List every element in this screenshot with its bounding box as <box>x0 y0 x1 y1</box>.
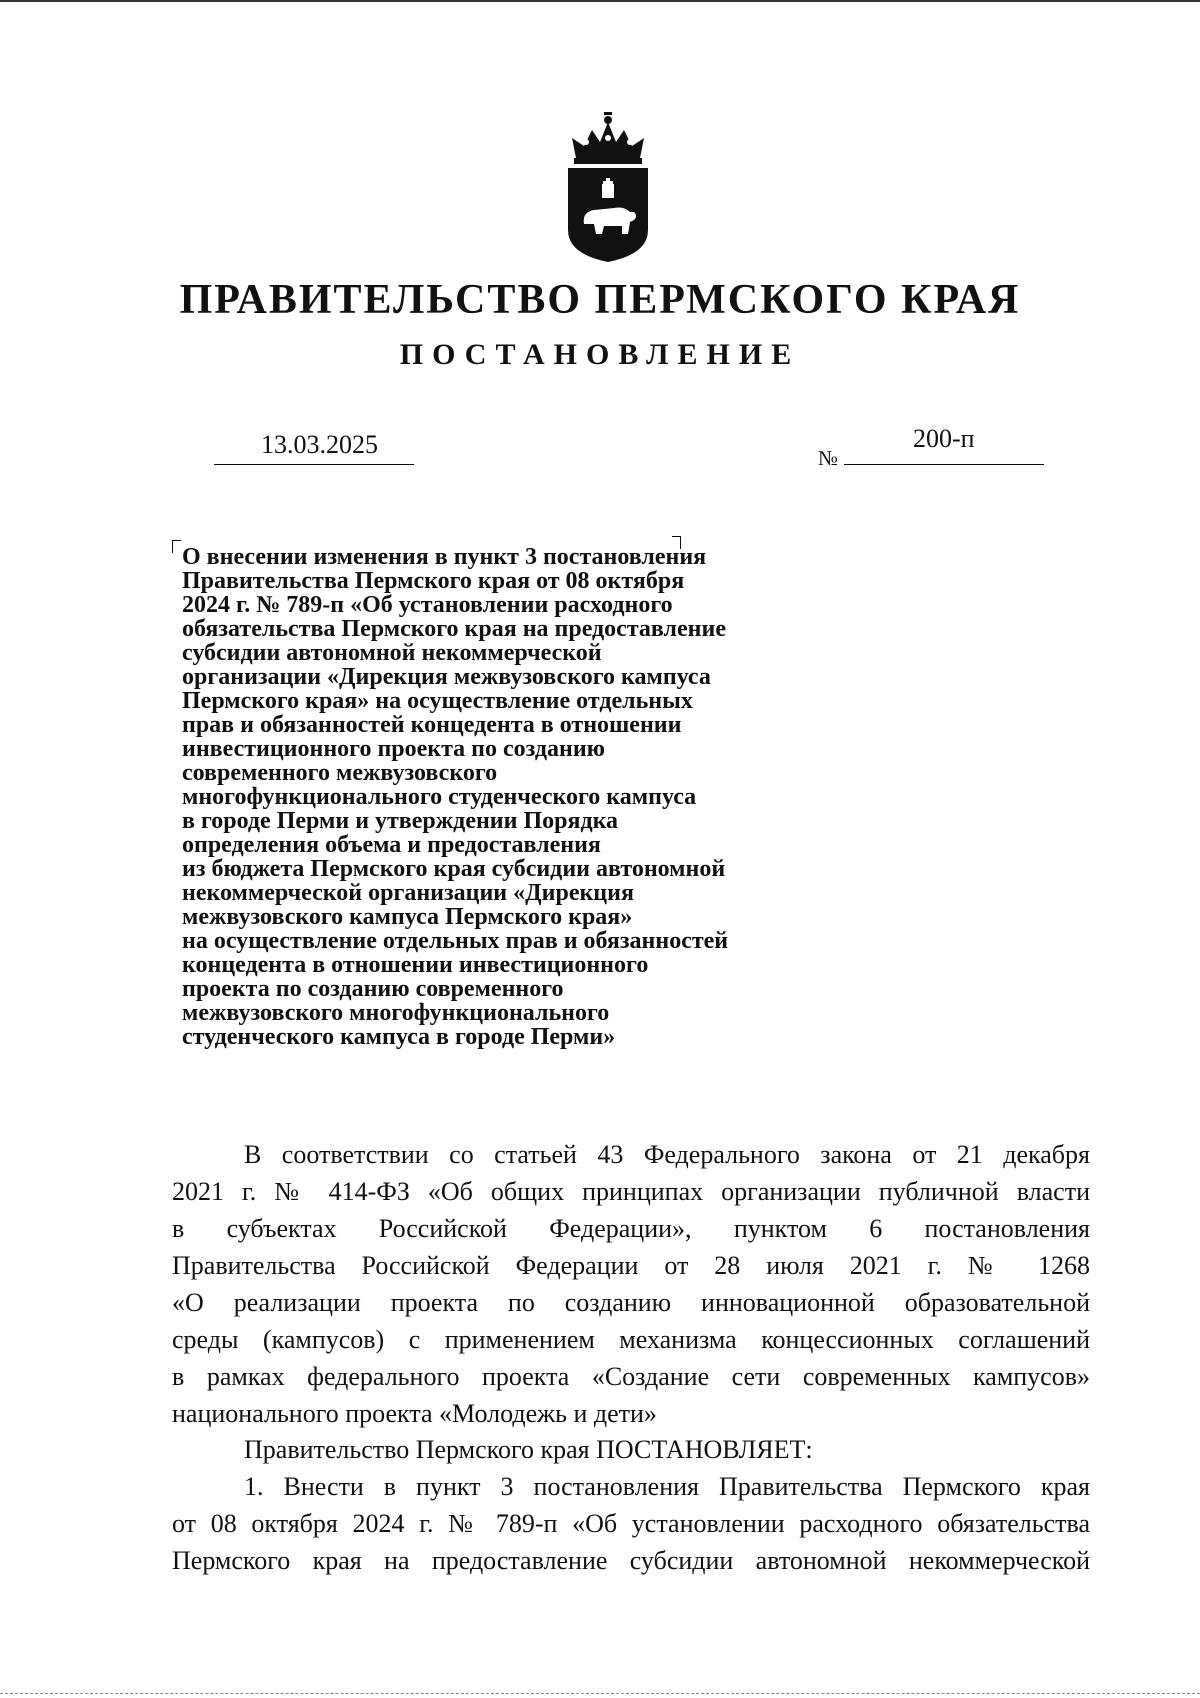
subject-line: в городе Перми и утверждении Порядка <box>182 808 619 834</box>
subject-line: инвестиционного проекта по созданию <box>182 736 606 762</box>
resolves-paragraph: Правительство Пермского края ПОСТАНОВЛЯЕТ: <box>244 1435 813 1464</box>
preamble-line: в субъектах Российской Федерации», пунктом 6 постановления <box>172 1214 1090 1243</box>
subject-line: межвузовского многофункционального <box>182 1000 610 1026</box>
preamble-paragraph <box>172 1136 1090 1432</box>
subject-line: 2024 г. № 789-п «Об установлении расходного <box>182 592 673 618</box>
subject-corner-mark-left <box>172 540 181 553</box>
preamble-line: в рамках федерального проекта «Создание сети современных кампусов» <box>172 1362 1090 1391</box>
preamble-line: В соответствии со статьей 43 Федерального закона от 21 декабря <box>244 1140 1090 1169</box>
preamble-line: Правительства Российской Федерации от 28 июля 2021 г. № 1268 <box>172 1251 1090 1280</box>
number-sign: № <box>818 446 839 470</box>
page-bottom-edge <box>0 1693 1200 1695</box>
subject-line: организации «Дирекция межвузовского кампуса <box>182 664 711 690</box>
preamble-line: национального проекта «Молодежь и дети» <box>172 1399 657 1428</box>
date-underline <box>214 464 414 465</box>
subject-line: Правительства Пермского края от 08 октября <box>182 568 685 594</box>
subject-line: прав и обязанностей концедента в отношении <box>182 712 682 738</box>
subject-line: многофункционального студенческого кампуса <box>182 784 697 810</box>
item-1-line: 1. Внести в пункт 3 постановления Правительства Пермского края <box>244 1472 1090 1501</box>
item-1-paragraph <box>172 1468 1090 1579</box>
preamble-line: 2021 г. № 414-ФЗ «Об общих принципах организации публичной власти <box>172 1177 1090 1206</box>
document-type: ПОСТАНОВЛЕНИЕ <box>399 338 801 371</box>
document-subject <box>182 545 728 1049</box>
subject-line: определения объема и предоставления <box>182 832 601 858</box>
document-number: 200-п <box>913 424 975 453</box>
subject-line: современного межвузовского <box>182 760 498 786</box>
subject-line: субсидии автономной некоммерческой <box>182 640 602 666</box>
subject-line: на осуществление отдельных прав и обязанностей <box>182 928 729 954</box>
subject-line: Пермского края» на осуществление отдельных <box>182 688 693 714</box>
item-1-line: Пермского края на предоставление субсидии автономной некоммерческой <box>172 1546 1090 1575</box>
number-underline <box>844 464 1044 465</box>
organization-title: ПРАВИТЕЛЬСТВО ПЕРМСКОГО КРАЯ <box>179 277 1021 323</box>
subject-line: межвузовского кампуса Пермского края» <box>182 904 633 930</box>
subject-line: студенческого кампуса в городе Перми» <box>182 1024 616 1050</box>
item-1-line: от 08 октября 2024 г. № 789-п «Об установлении расходного обязательства <box>172 1509 1090 1538</box>
subject-line: концедента в отношении инвестиционного <box>182 952 649 978</box>
preamble-line: среды (кампусов) с применением механизма концессионных соглашений <box>172 1325 1090 1354</box>
subject-line: некоммерческой организации «Дирекция <box>182 880 634 906</box>
document-date: 13.03.2025 <box>261 430 378 459</box>
subject-line: проекта по созданию современного <box>182 976 564 1002</box>
subject-line: обязательства Пермского края на предоставление <box>182 616 726 642</box>
page-top-edge <box>0 0 1200 2</box>
coat-of-arms-emblem <box>562 112 654 264</box>
subject-line: из бюджета Пермского края субсидии автономной <box>182 856 726 882</box>
preamble-line: «О реализации проекта по созданию инновационной образовательной <box>172 1288 1090 1317</box>
subject-line: О внесении изменения в пункт 3 постановления <box>182 544 707 570</box>
